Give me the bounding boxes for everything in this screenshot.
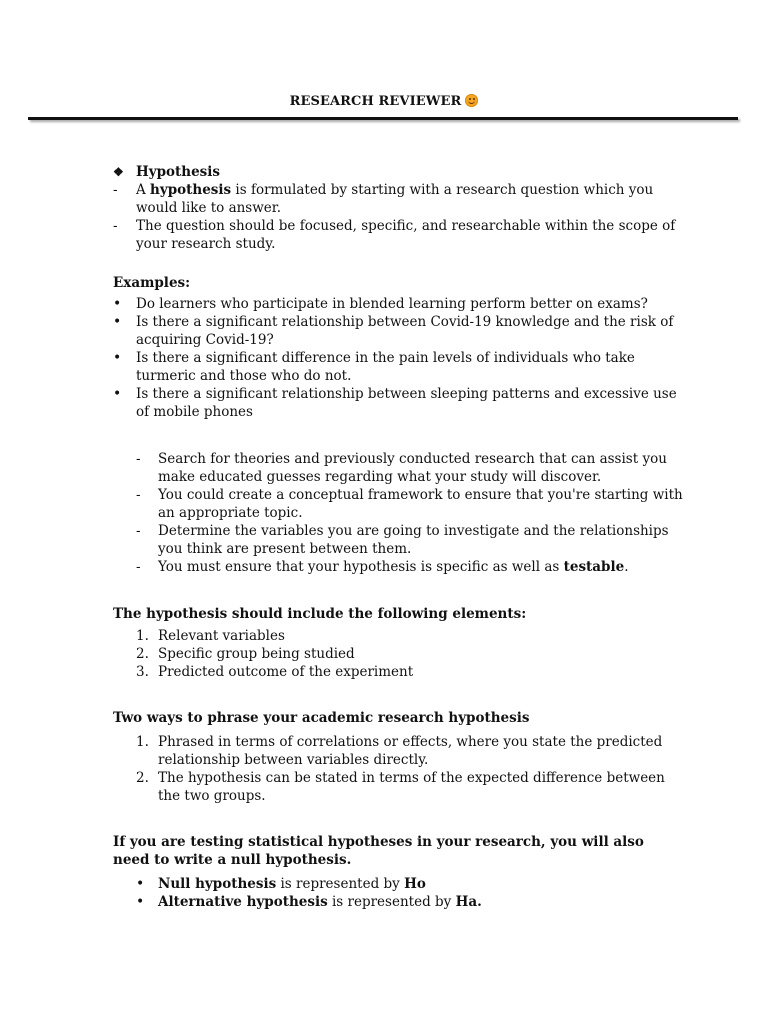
document-body [113, 163, 683, 911]
bullet-dot: • [136, 876, 145, 892]
null-item: • Null hypothesis is represented by Ho [136, 876, 426, 892]
bullet-dot: • [113, 296, 122, 312]
phrasing-list [113, 733, 683, 805]
dash-bullet: - [136, 487, 141, 503]
step-item: - Search for theories and previously conducted research that can assist you make educated guesses regarding what your study will discover. [136, 451, 667, 485]
examples-heading: Examples: [113, 275, 191, 291]
bullet-dot: • [136, 894, 145, 910]
diamond-bullet-icon: ❖ [113, 165, 124, 179]
bullet-dot: • [113, 350, 122, 366]
example-item: • Is there a significant relationship between Covid-19 knowledge and the risk of acquiring Covid-19? [113, 314, 674, 348]
dash-bullet: - [136, 451, 141, 467]
element-item: 3. Predicted outcome of the experiment [136, 664, 414, 680]
example-item: • Is there a significant relationship between sleeping patterns and excessive use of mobile phones [113, 386, 677, 420]
null-item: • Alternative hypothesis is represented by Ha. [136, 894, 482, 910]
document-title [0, 93, 768, 111]
title-divider [28, 117, 738, 120]
bullet-dot: • [113, 314, 122, 330]
bullet-dot: • [113, 386, 122, 402]
elements-list [113, 627, 683, 681]
steps-list [113, 450, 683, 576]
null-hypothesis-heading: If you are testing statistical hypotheses in your research, you will also need to write a null hypothesis. [113, 834, 644, 868]
phrasing-item: 2. The hypothesis can be stated in terms of the expected difference between the two groups. [136, 770, 665, 804]
dash-bullet: - [113, 182, 118, 198]
dash-bullet: - [136, 523, 141, 539]
dash-bullet: - [113, 218, 118, 234]
step-item: - You must ensure that your hypothesis is specific as well as testable. [136, 559, 629, 575]
example-item: • Do learners who participate in blended learning perform better on exams? [113, 296, 648, 312]
bold-term: testable [563, 559, 625, 575]
dash-bullet: - [136, 559, 141, 575]
phrasing-item: 1. Phrased in terms of correlations or effects, where you state the predicted relationship between variables directly. [136, 734, 663, 768]
step-item: - Determine the variables you are going to investigate and the relationships you think are present between them. [136, 523, 669, 557]
hypothesis-item: - The question should be focused, specific, and researchable within the scope of your research study. [113, 218, 676, 252]
examples-list [113, 295, 683, 421]
elements-heading: The hypothesis should include the following elements: [113, 606, 527, 622]
element-item: 1. Relevant variables [136, 628, 285, 644]
smiling-face-icon [465, 94, 478, 107]
null-hypothesis-list [113, 875, 683, 911]
step-item: - You could create a conceptual framework to ensure that you're starting with an appropriate topic. [136, 487, 683, 521]
example-item: • Is there a significant difference in the pain levels of individuals who take turmeric and those who do not. [113, 350, 635, 384]
phrasing-heading: Two ways to phrase your academic research hypothesis [113, 710, 530, 726]
bold-term: hypothesis [150, 182, 232, 198]
title-text: RESEARCH REVIEWER [289, 94, 462, 109]
hypothesis-item: - A hypothesis is formulated by starting with a research question which you would like to answer. [113, 182, 654, 216]
element-item: 2. Specific group being studied [136, 646, 355, 662]
hypothesis-heading: ❖ Hypothesis [113, 164, 221, 180]
